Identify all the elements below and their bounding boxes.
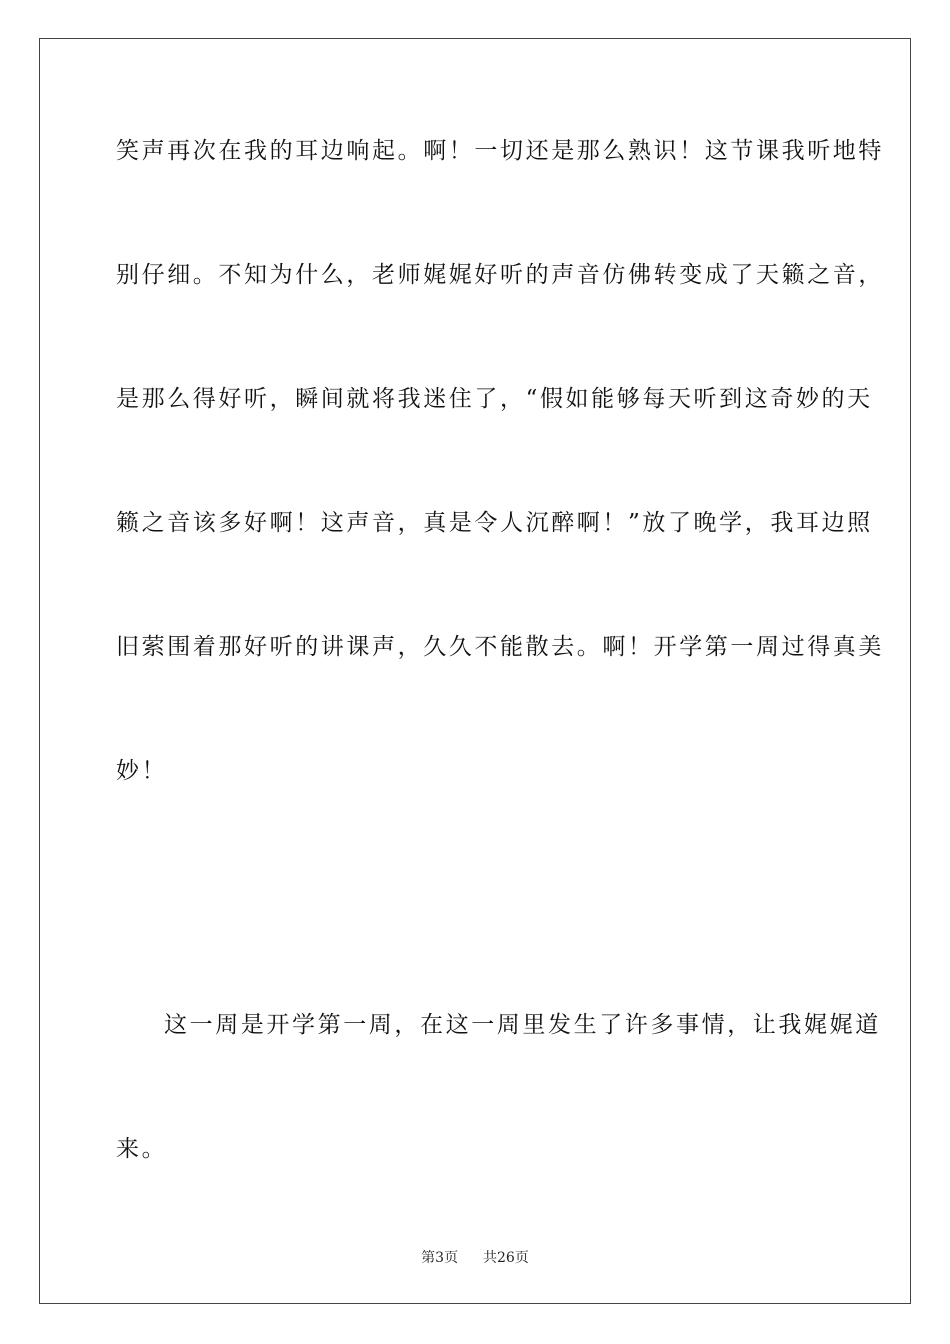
text-line: 笑声再次在我的耳边响起。啊！一切还是那么熟识！这节课我听地特 (116, 138, 884, 164)
text-line: 妙！ (116, 758, 168, 784)
text-line: 来。 (116, 1136, 168, 1162)
page-number: 第3页 (421, 1250, 459, 1266)
text-line: 籁之音该多好啊！这声音，真是令人沉醉啊！”放了晚学，我耳边照 (116, 510, 873, 536)
page-footer (0, 1247, 950, 1267)
paragraph-2 (116, 963, 881, 1211)
text-line: 别仔细。不知为什么，老师娓娓好听的声音仿佛转变成了天籁之音， (116, 262, 884, 288)
text-line: 旧萦围着那好听的讲课声，久久不能散去。啊！开学第一周过得真美 (116, 634, 884, 660)
paragraph-1 (116, 89, 884, 833)
text-line: 是那么得好听，瞬间就将我迷住了，“假如能够每天听到这奇妙的天 (116, 386, 873, 412)
text-line: 这一周是开学第一周，在这一周里发生了许多事情，让我娓娓道 (164, 1012, 881, 1038)
page-total: 共26页 (483, 1250, 529, 1266)
